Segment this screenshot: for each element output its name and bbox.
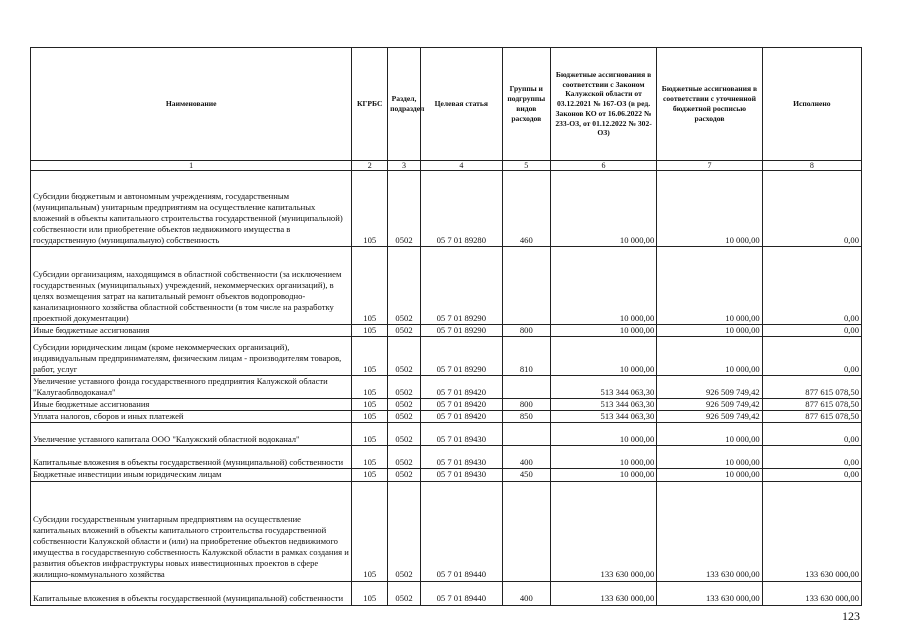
row-law: 10 000,00 <box>550 469 656 481</box>
table-row <box>31 469 862 481</box>
row-section: 0502 <box>388 325 421 337</box>
table-row <box>31 171 862 247</box>
header-done: Исполнено <box>762 48 861 161</box>
column-number: 3 <box>388 161 421 171</box>
row-name: Увеличение уставного капитала ООО "Калужский областной водоканал" <box>31 423 352 446</box>
row-kgrbs: 105 <box>352 399 388 411</box>
header-law: Бюджетные ассигнования в соответствии с Законом Калужской области от 03.12.2021 № 167-ОЗ (в ред. Законов КО от 16.06.2022 № 233-ОЗ, от 01.12.2022 № 302-ОЗ) <box>550 48 656 161</box>
row-target: 05 7 01 89290 <box>420 337 502 376</box>
row-done: 133 630 000,00 <box>762 481 861 581</box>
row-group: 800 <box>502 399 550 411</box>
row-done: 0,00 <box>762 469 861 481</box>
row-group: 460 <box>502 171 550 247</box>
row-law: 513 344 063,30 <box>550 376 656 399</box>
row-name: Субсидии государственным унитарным предприятиям на осуществление капитальных вложений в объекты капитального строительства государственной собственности Калужской области и (или) на приобретение объектов недвижимого имущества в государственную собственность Калужской области в рамках создания и развития объектов инфраструктуры новых инвестиционных проектов в сфере жилищно-коммунального хозяйства <box>31 481 352 581</box>
column-number: 8 <box>762 161 861 171</box>
row-group: 850 <box>502 411 550 423</box>
row-group <box>502 423 550 446</box>
row-name: Иные бюджетные ассигнования <box>31 399 352 411</box>
row-refined: 133 630 000,00 <box>657 481 762 581</box>
row-refined: 10 000,00 <box>657 337 762 376</box>
row-target: 05 7 01 89420 <box>420 399 502 411</box>
table-row <box>31 325 862 337</box>
header-name: Наименование <box>31 48 352 161</box>
row-done: 0,00 <box>762 337 861 376</box>
row-refined: 10 000,00 <box>657 446 762 469</box>
row-law: 10 000,00 <box>550 446 656 469</box>
row-name: Бюджетные инвестиции иным юридическим лицам <box>31 469 352 481</box>
row-name: Уплата налогов, сборов и иных платежей <box>31 411 352 423</box>
row-done: 133 630 000,00 <box>762 581 861 605</box>
header-kgrbs: КГРБС <box>352 48 388 161</box>
budget-table <box>30 47 862 606</box>
row-kgrbs: 105 <box>352 469 388 481</box>
column-number: 6 <box>550 161 656 171</box>
row-refined: 10 000,00 <box>657 247 762 325</box>
table-row <box>31 411 862 423</box>
row-group: 800 <box>502 325 550 337</box>
row-done: 0,00 <box>762 247 861 325</box>
row-kgrbs: 105 <box>352 247 388 325</box>
row-group: 810 <box>502 337 550 376</box>
row-law: 10 000,00 <box>550 171 656 247</box>
row-group <box>502 247 550 325</box>
row-target: 05 7 01 89280 <box>420 171 502 247</box>
row-done: 0,00 <box>762 446 861 469</box>
row-section: 0502 <box>388 469 421 481</box>
row-name: Субсидии организациям, находящимся в областной собственности (за исключением государственных (муниципальных) учреждений, некоммерческих организаций), в целях возмещения затрат на капитальный ремонт объектов водопроводно-канализационного хозяйства областной собственности (в том числе на разработку проектной документации) <box>31 247 352 325</box>
row-section: 0502 <box>388 411 421 423</box>
row-name: Увеличение уставного фонда государственного предприятия Калужской области "Калугаоблводоканал" <box>31 376 352 399</box>
row-group <box>502 376 550 399</box>
row-kgrbs: 105 <box>352 581 388 605</box>
row-kgrbs: 105 <box>352 411 388 423</box>
row-refined: 133 630 000,00 <box>657 581 762 605</box>
row-law: 10 000,00 <box>550 423 656 446</box>
row-refined: 10 000,00 <box>657 423 762 446</box>
row-target: 05 7 01 89420 <box>420 376 502 399</box>
row-section: 0502 <box>388 481 421 581</box>
row-section: 0502 <box>388 171 421 247</box>
row-target: 05 7 01 89420 <box>420 411 502 423</box>
row-section: 0502 <box>388 376 421 399</box>
row-kgrbs: 105 <box>352 481 388 581</box>
row-target: 05 7 01 89290 <box>420 247 502 325</box>
row-kgrbs: 105 <box>352 325 388 337</box>
row-law: 133 630 000,00 <box>550 481 656 581</box>
row-group: 400 <box>502 581 550 605</box>
row-done: 0,00 <box>762 325 861 337</box>
row-done: 0,00 <box>762 423 861 446</box>
column-numbers-row <box>31 161 862 171</box>
column-number: 2 <box>352 161 388 171</box>
table-row <box>31 376 862 399</box>
row-refined: 10 000,00 <box>657 469 762 481</box>
row-name: Капитальные вложения в объекты государственной (муниципальной) собственности <box>31 446 352 469</box>
row-name: Капитальные вложения в объекты государственной (муниципальной) собственности <box>31 581 352 605</box>
row-done: 877 615 078,50 <box>762 399 861 411</box>
row-target: 05 7 01 89430 <box>420 446 502 469</box>
header-row <box>31 48 862 161</box>
row-kgrbs: 105 <box>352 446 388 469</box>
row-kgrbs: 105 <box>352 376 388 399</box>
row-kgrbs: 105 <box>352 423 388 446</box>
column-number: 4 <box>420 161 502 171</box>
row-group: 450 <box>502 469 550 481</box>
row-section: 0502 <box>388 399 421 411</box>
row-name: Субсидии бюджетным и автономным учреждениям, государственным (муниципальным) унитарным предприятиям на осуществление капитальных вложений в объекты капитального строительства государственной (муниципальной) собственности или приобретение объектов недвижимого имущества в государственную (муниципальную) собственность <box>31 171 352 247</box>
header-group: Группы и подгруппы видов расходов <box>502 48 550 161</box>
table-row <box>31 581 862 605</box>
row-done: 877 615 078,50 <box>762 376 861 399</box>
table-row <box>31 423 862 446</box>
row-section: 0502 <box>388 581 421 605</box>
row-law: 10 000,00 <box>550 247 656 325</box>
row-law: 10 000,00 <box>550 325 656 337</box>
row-kgrbs: 105 <box>352 171 388 247</box>
row-section: 0502 <box>388 247 421 325</box>
row-section: 0502 <box>388 423 421 446</box>
row-target: 05 7 01 89440 <box>420 581 502 605</box>
row-law: 513 344 063,30 <box>550 411 656 423</box>
column-number: 7 <box>657 161 762 171</box>
row-section: 0502 <box>388 446 421 469</box>
row-law: 10 000,00 <box>550 337 656 376</box>
row-refined: 926 509 749,42 <box>657 411 762 423</box>
row-done: 877 615 078,50 <box>762 411 861 423</box>
row-target: 05 7 01 89290 <box>420 325 502 337</box>
header-target: Целевая статья <box>420 48 502 161</box>
row-group: 400 <box>502 446 550 469</box>
row-done: 0,00 <box>762 171 861 247</box>
page-number: 123 <box>842 609 860 623</box>
table-row <box>31 337 862 376</box>
row-target: 05 7 01 89430 <box>420 423 502 446</box>
table-row <box>31 481 862 581</box>
header-section: Раздел, подраздел <box>388 48 421 161</box>
row-kgrbs: 105 <box>352 337 388 376</box>
row-refined: 10 000,00 <box>657 325 762 337</box>
table-row <box>31 247 862 325</box>
row-refined: 926 509 749,42 <box>657 399 762 411</box>
column-number: 5 <box>502 161 550 171</box>
row-refined: 10 000,00 <box>657 171 762 247</box>
row-target: 05 7 01 89440 <box>420 481 502 581</box>
row-group <box>502 481 550 581</box>
row-target: 05 7 01 89430 <box>420 469 502 481</box>
row-refined: 926 509 749,42 <box>657 376 762 399</box>
header-refined: Бюджетные ассигнования в соответствии с уточненной бюджетной росписью расходов <box>657 48 762 161</box>
column-number: 1 <box>31 161 352 171</box>
row-name: Иные бюджетные ассигнования <box>31 325 352 337</box>
table-row <box>31 399 862 411</box>
row-law: 513 344 063,30 <box>550 399 656 411</box>
row-name: Субсидии юридическим лицам (кроме некоммерческих организаций), индивидуальным предпринимателям, физическим лицам - производителям товаров, работ, услуг <box>31 337 352 376</box>
row-law: 133 630 000,00 <box>550 581 656 605</box>
row-section: 0502 <box>388 337 421 376</box>
table-row <box>31 446 862 469</box>
